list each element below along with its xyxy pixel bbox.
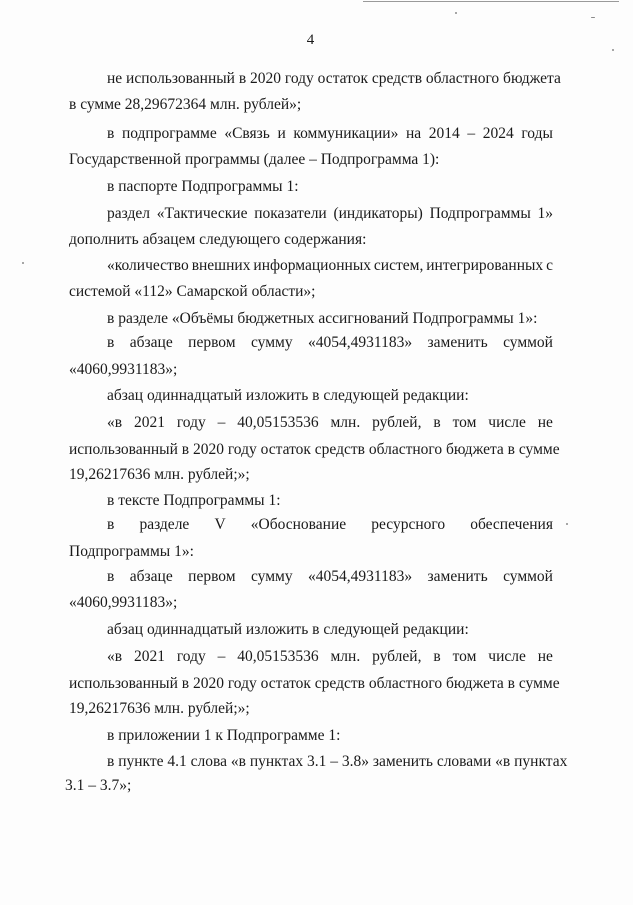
word: 40,05153536 xyxy=(237,648,319,665)
paragraph-line: 3.1 – 3.7»; xyxy=(65,777,132,794)
scan-speck xyxy=(591,17,595,18)
justified-line-6 xyxy=(107,204,553,224)
paragraph-line: в приложении 1 к Подпрограмме 1: xyxy=(107,727,341,744)
word: «в xyxy=(107,648,123,665)
word: том xyxy=(452,648,477,665)
word: в xyxy=(107,516,115,533)
word: разделе xyxy=(139,516,190,533)
justified-line-18 xyxy=(107,515,553,535)
word: млн. xyxy=(330,414,361,431)
word: 1» xyxy=(537,205,553,222)
word: сумму xyxy=(251,334,293,351)
word: в xyxy=(433,414,441,431)
paragraph-line: абзац одиннадцатый изложить в следующей редакции: xyxy=(107,387,469,404)
word: внешних xyxy=(191,257,251,274)
word: 2024 xyxy=(482,125,514,142)
paragraph-line: не использованный в 2020 году остаток средств областного бюджета xyxy=(107,70,561,87)
word: «Тактические xyxy=(156,205,248,222)
word: подпрограмме xyxy=(121,125,217,142)
justified-line-3 xyxy=(107,124,553,144)
word: информационных xyxy=(253,257,371,274)
justified-line-14 xyxy=(107,413,553,433)
paragraph-line: «4060,9931183»; xyxy=(69,594,178,611)
word: заменить xyxy=(427,568,488,585)
word: 40,05153536 xyxy=(237,414,319,431)
paragraph-line: Подпрограммы 1»: xyxy=(69,543,194,560)
paragraph-line: в пункте 4.1 слова «в пунктах 3.1 – 3.8» заменить словами «в пунктах xyxy=(107,753,568,770)
word: систем, xyxy=(373,257,424,274)
word: интегрированных xyxy=(426,257,544,274)
word: – xyxy=(217,648,226,665)
word: первом xyxy=(188,568,236,585)
scan-artifact-line xyxy=(363,1,619,2)
word: заменить xyxy=(427,334,488,351)
scan-speck xyxy=(566,523,568,525)
word: не xyxy=(537,414,553,431)
word: «4054,4931183» xyxy=(308,568,413,585)
word: «количество xyxy=(107,257,189,274)
word: числе xyxy=(488,648,526,665)
word: раздел xyxy=(107,205,150,222)
word: абзаце xyxy=(129,334,173,351)
justified-line-23 xyxy=(107,647,553,667)
word: не xyxy=(537,648,553,665)
word: в xyxy=(107,568,115,585)
paragraph-line: системой «112» Самарской области»; xyxy=(69,283,316,300)
word: – xyxy=(467,125,476,142)
word: «Обоснование xyxy=(250,516,347,533)
word: (индикаторы) xyxy=(333,205,423,222)
word: «в xyxy=(107,414,123,431)
word: «Связь xyxy=(224,125,270,142)
justified-line-11 xyxy=(107,333,553,353)
word: сумму xyxy=(251,568,293,585)
word: абзаце xyxy=(129,568,173,585)
word: 2014 xyxy=(428,125,460,142)
scan-speck xyxy=(22,262,24,264)
paragraph-line: в паспорте Подпрограммы 1: xyxy=(107,178,299,195)
paragraph-line: в тексте Подпрограммы 1: xyxy=(107,492,281,509)
paragraph-line: использованный в 2020 году остаток средств областного бюджета в сумме xyxy=(69,675,560,692)
paragraph-line: «4060,9931183»; xyxy=(69,361,178,378)
word: на xyxy=(405,125,422,142)
word: в xyxy=(107,125,115,142)
word: рублей, xyxy=(372,648,422,665)
word: Подпрограммы xyxy=(429,205,531,222)
scan-speck xyxy=(455,12,457,14)
word: 2021 xyxy=(133,648,165,665)
word: с xyxy=(546,257,553,274)
word: 2021 xyxy=(133,414,165,431)
paragraph-line: 19,26217636 млн. рублей;»; xyxy=(69,466,250,483)
word: и xyxy=(277,125,286,142)
word: ресурсного xyxy=(371,516,446,533)
paragraph-line: абзац одиннадцатый изложить в следующей редакции: xyxy=(107,621,469,638)
word: в xyxy=(433,648,441,665)
paragraph-line: в сумме 28,29672364 млн. рублей»; xyxy=(69,96,302,113)
word: годы xyxy=(521,125,553,142)
word: коммуникации» xyxy=(293,125,399,142)
justified-line-20 xyxy=(107,567,553,587)
scan-speck xyxy=(612,49,614,51)
word: том xyxy=(452,414,477,431)
word: первом xyxy=(188,334,236,351)
word: «4054,4931183» xyxy=(308,334,413,351)
word: году xyxy=(176,648,206,665)
word: показатели xyxy=(254,205,327,222)
word: в xyxy=(107,334,115,351)
word: числе xyxy=(488,414,526,431)
word: году xyxy=(176,414,206,431)
paragraph-line: в разделе «Объёмы бюджетных ассигнований Подпрограммы 1»: xyxy=(107,310,538,327)
word: V xyxy=(214,516,226,533)
justified-line-8 xyxy=(107,256,553,276)
paragraph-line: 19,26217636 млн. рублей;»; xyxy=(69,700,250,717)
word: рублей, xyxy=(372,414,422,431)
word: обеспечения xyxy=(470,516,553,533)
word: суммой xyxy=(503,568,553,585)
word: млн. xyxy=(330,648,361,665)
word: – xyxy=(217,414,226,431)
paragraph-line: Государственной программы (далее – Подпрограмма 1): xyxy=(69,151,440,168)
paragraph-line: дополнить абзацем следующего содержания: xyxy=(69,231,367,248)
paragraph-line: использованный в 2020 году остаток средств областного бюджета в сумме xyxy=(69,441,560,458)
page-number: 4 xyxy=(306,32,315,48)
word: суммой xyxy=(503,334,553,351)
